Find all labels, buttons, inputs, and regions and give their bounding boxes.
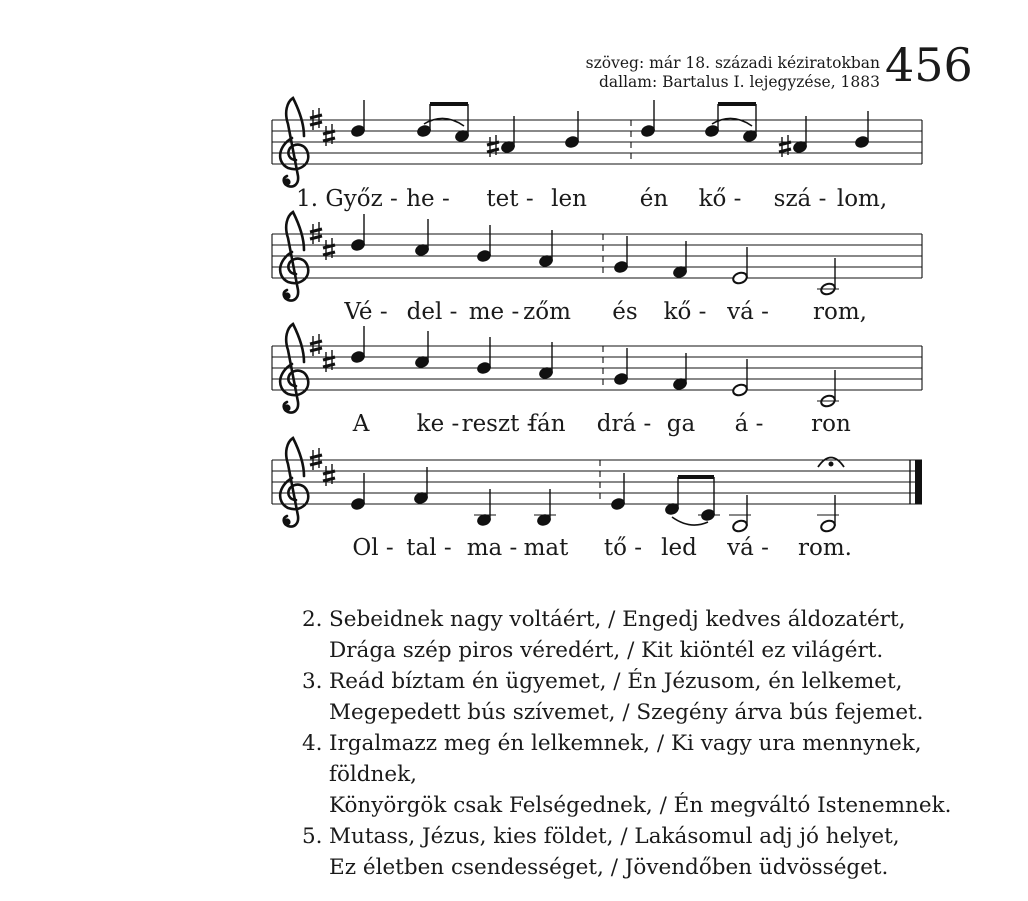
syllable: 1. Győz - — [296, 186, 398, 212]
note — [820, 519, 837, 533]
syllable: rom. — [798, 535, 852, 561]
verse-2 — [302, 604, 951, 666]
sharp-icon — [310, 222, 322, 244]
staff-line-1 — [272, 98, 922, 187]
final-barline — [915, 460, 922, 504]
verse-number: 3. — [302, 669, 323, 694]
verse-line: Drága szép piros véredért, / Kit kiöntél ez világért. — [329, 638, 884, 663]
sharp-icon — [310, 334, 322, 356]
lyrics-line-2 — [0, 299, 1028, 331]
syllable: vá - — [727, 535, 769, 561]
syllable: vá - — [727, 299, 769, 325]
verse-line: Irgalmazz meg én lelkemnek, / Ki vagy ura mennynek, — [329, 731, 922, 756]
syllable: kő - — [698, 186, 742, 212]
syllable: kő - — [663, 299, 707, 325]
note — [732, 383, 749, 397]
syllable: én — [639, 186, 669, 212]
syllable: és — [612, 299, 638, 325]
lyrics-line-3 — [0, 411, 1028, 443]
syllable: ga — [666, 411, 696, 437]
syllable: ron — [811, 411, 851, 437]
syllable: szá - — [773, 186, 827, 212]
syllable: reszt - — [461, 411, 535, 437]
note — [732, 271, 749, 285]
syllable: lom, — [836, 186, 888, 212]
note — [732, 519, 749, 533]
lyrics-line-4 — [0, 535, 1028, 567]
sharp-icon — [323, 238, 335, 260]
sharp-icon — [323, 464, 335, 486]
syllable: me - — [468, 299, 520, 325]
verse-number: 4. — [302, 731, 323, 756]
verse-number: 5. — [302, 824, 323, 849]
syllable: tő - — [603, 535, 643, 561]
syllable: A — [352, 411, 370, 437]
fermata-dot — [829, 462, 833, 466]
syllable: mat — [523, 535, 569, 561]
syllable: á - — [734, 411, 764, 437]
verses — [302, 604, 951, 883]
syllable: tet - — [486, 186, 534, 212]
syllable: del - — [406, 299, 458, 325]
syllable: tal - — [406, 535, 452, 561]
syllable: fán — [528, 411, 566, 437]
syllable: zőm — [523, 299, 571, 325]
melody-source: dallam: Bartalus I. lejegyzése, 1883 — [598, 73, 880, 91]
verse-4 — [302, 728, 951, 821]
syllable: Ol - — [352, 535, 394, 561]
verse-line: Sebeidnek nagy voltáért, / Engedj kedves áldozatért, — [329, 607, 906, 632]
syllable: ke - — [416, 411, 460, 437]
verse-line: Reád bíztam én ügyemet, / Én Jézusom, én lelkemet, — [329, 669, 903, 694]
syllable: led — [661, 535, 697, 561]
syllable: ma - — [466, 535, 518, 561]
syllable: rom, — [813, 299, 867, 325]
sharp-icon — [310, 108, 322, 130]
sharp-icon — [323, 350, 335, 372]
staff-line-4 — [272, 438, 922, 533]
verse-line: Könyörgök csak Felségednek, / Én megváltó Istenemnek. — [329, 793, 952, 818]
sharp-icon — [310, 448, 322, 470]
verse-3 — [302, 666, 951, 728]
sharp-icon — [323, 124, 335, 146]
verse-line: Mutass, Jézus, kies földet, / Lakásomul adj jó helyet, — [329, 824, 900, 849]
syllable: Vé - — [344, 299, 388, 325]
verse-number: 2. — [302, 607, 323, 632]
hymn-number: 456 — [885, 38, 973, 92]
verse-line: földnek, — [329, 762, 417, 787]
lyrics-line-1 — [0, 186, 1028, 218]
verse-5 — [302, 821, 951, 883]
syllable: len — [551, 186, 587, 212]
text-source: szöveg: már 18. századi kéziratokban — [585, 54, 880, 72]
staff-line-3 — [272, 324, 922, 413]
syllable: he - — [406, 186, 450, 212]
verse-line: Megepedett bús szívemet, / Szegény árva bús fejemet. — [329, 700, 924, 725]
verse-line: Ez életben csendességet, / Jövendőben üdvösséget. — [329, 855, 889, 880]
syllable: drá - — [596, 411, 652, 437]
staff-line-2 — [272, 212, 922, 301]
